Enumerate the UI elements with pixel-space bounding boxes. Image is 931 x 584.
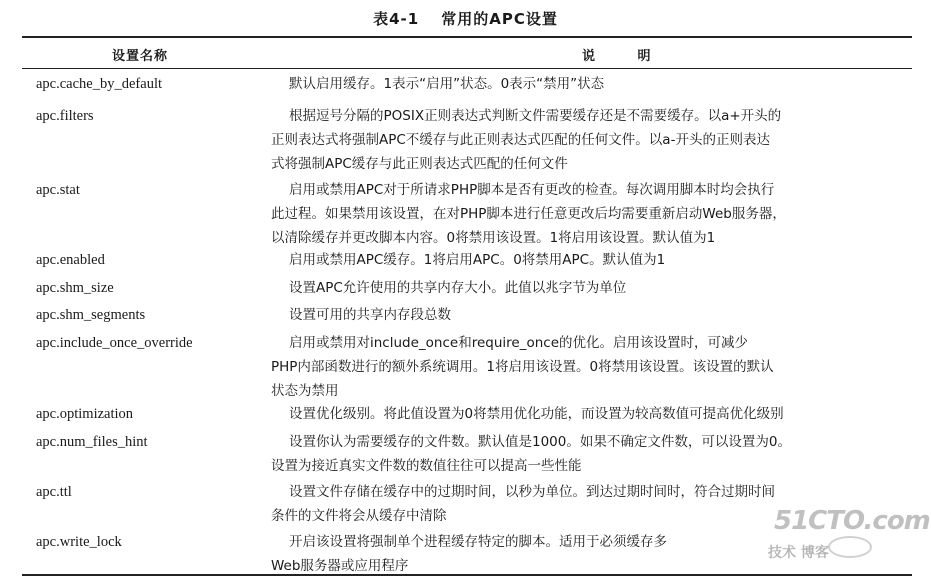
header-description: 说 明 xyxy=(582,49,651,64)
setting-name: apc.stat xyxy=(36,182,80,198)
setting-name: apc.ttl xyxy=(36,484,72,500)
description-line: 条件的文件将会从缓存中清除 xyxy=(271,508,447,524)
setting-description xyxy=(271,178,911,250)
description-line: 式将强制APC缓存与此正则表达式匹配的任何文件 xyxy=(271,156,568,172)
setting-name: apc.cache_by_default xyxy=(36,76,162,92)
setting-name: apc.shm_segments xyxy=(36,307,146,323)
setting-description xyxy=(271,530,911,578)
header-name: 设置名称 xyxy=(112,49,169,64)
description-line: 设置优化级别。将此值设置为0将禁用优化功能，而设置为较高数值可提高优化级别 xyxy=(289,406,784,422)
bottom-rule xyxy=(22,574,912,576)
setting-description xyxy=(271,331,911,403)
setting-name: apc.include_once_override xyxy=(36,335,193,351)
setting-description xyxy=(271,104,911,176)
table-header xyxy=(22,40,912,66)
description-line: 设置你认为需要缓存的文件数。默认值是1000。如果不确定文件数，可以设置为0。 xyxy=(289,434,791,450)
description-line: 启用或禁用APC缓存。1将启用APC。0将禁用APC。默认值为1 xyxy=(289,252,666,268)
description-line: 启用或禁用APC对于所请求PHP脚本是否有更改的检查。每次调用脚本时均会执行 xyxy=(289,182,775,198)
table-title: 常用的APC设置 xyxy=(441,10,558,28)
description-line: 设置APC允许使用的共享内存大小。此值以兆字节为单位 xyxy=(289,280,627,296)
description-line: 正则表达式将强制APC不缓存与此正则表达式匹配的任何文件。以a-开头的正则表达 xyxy=(271,132,770,148)
setting-name: apc.filters xyxy=(36,108,94,124)
watermark-site: 51CTO.com xyxy=(774,506,930,536)
setting-name: apc.enabled xyxy=(36,252,105,268)
setting-name: apc.num_files_hint xyxy=(36,434,148,450)
table-number: 表4-1 xyxy=(373,10,420,28)
description-line: 以清除缓存并更改脚本内容。0将禁用该设置。1将启用该设置。默认值为1 xyxy=(271,230,716,246)
table-caption xyxy=(0,8,931,29)
description-line: 默认启用缓存。1表示“启用”状态。0表示“禁用”状态 xyxy=(289,76,605,92)
setting-name: apc.optimization xyxy=(36,406,134,422)
description-line: 设置可用的共享内存段总数 xyxy=(289,307,451,323)
description-line: Web服务器或应用程序 xyxy=(271,558,409,574)
setting-description xyxy=(271,430,911,478)
watermark-tagline: 技术 博客 xyxy=(768,545,829,561)
description-line: PHP内部函数进行的额外系统调用。1将启用该设置。0将禁用该设置。该设置的默认 xyxy=(271,359,774,375)
setting-description xyxy=(271,402,911,426)
setting-description xyxy=(271,248,911,272)
setting-name: apc.shm_size xyxy=(36,280,114,296)
setting-name: apc.write_lock xyxy=(36,534,122,550)
setting-description xyxy=(271,72,911,96)
top-rule xyxy=(22,36,912,38)
description-line: 开启该设置将强制单个进程缓存特定的脚本。适用于必须缓存多 xyxy=(289,534,667,550)
description-line: 设置为接近真实文件数的数值往往可以提高一些性能 xyxy=(271,458,582,474)
description-line: 启用或禁用对include_once和require_once的优化。启用该设置时，可减少 xyxy=(289,335,748,351)
description-line: 设置文件存储在缓存中的过期时间，以秒为单位。到达过期时间时，符合过期时间 xyxy=(289,484,775,500)
description-line: 状态为禁用 xyxy=(271,383,339,399)
header-rule xyxy=(22,68,912,69)
setting-description xyxy=(271,303,911,327)
setting-description xyxy=(271,276,911,300)
description-line: 根据逗号分隔的POSIX正则表达式判断文件需要缓存还是不需要缓存。以a+开头的 xyxy=(289,108,782,124)
description-line: 此过程。如果禁用该设置，在对PHP脚本进行任意更改后均需要重新启动Web服务器， xyxy=(271,206,786,222)
setting-description xyxy=(271,480,911,528)
